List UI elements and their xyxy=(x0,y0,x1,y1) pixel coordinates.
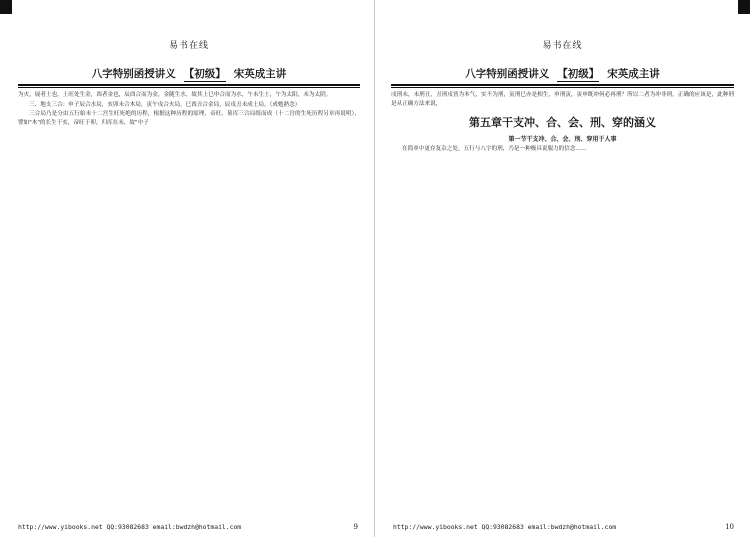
chapter-title: 第五章干支冲、合、会、刑、穿的涵义 xyxy=(469,116,656,129)
page-number: 9 xyxy=(353,523,358,531)
header-level: 【初级】 xyxy=(557,68,600,80)
site-tag: 易书在线 xyxy=(168,41,209,51)
page-header xyxy=(391,65,734,86)
scan-edge-mark xyxy=(738,0,750,14)
header-author: 宋英成主讲 xyxy=(607,68,660,80)
page-header xyxy=(18,65,360,86)
paragraph: 三、地支三合：申子辰合水局，亥卯未合木局，寅午戌合火局，巳酉丑合金局，辰戌丑未成土局。（成勉熟念） xyxy=(29,101,301,108)
paragraph: 在简单中更存复杂之处，五行与八字的刑，乃是一种极具说服力的信念…… xyxy=(402,146,587,152)
header-rule xyxy=(18,87,360,88)
section-title: 第一节干支冲、合、会、刑、穿用于人事 xyxy=(508,136,617,143)
scan-edge-mark xyxy=(0,0,12,14)
header-author: 宋英成主讲 xyxy=(233,68,287,80)
body-text xyxy=(18,91,360,127)
paragraph: 戌刑未，未刑丑，丑刑戌皆为本气，实不为刑，寅刑巳亦是相生，申刑寅，寅申既冲何必再刑？所以二者为冲非刑，正确的应该是，此种刑是从正确方法来说， xyxy=(391,92,734,107)
paragraph: 三合局乃是分由五行始末十二宫生旺死绝的历程，根据这种历程的原理，帝旺、墓库三合局组而成（十二宫的生死历程另章再说明），譬如"木"的长生于亥，帝旺于卯，归库在未，故"中子 xyxy=(18,111,360,126)
footer-url: http://www.yibooks.net QQ:93082683 email:bwdzh@hotmail.com xyxy=(18,523,242,531)
body-text xyxy=(391,145,734,154)
header-title: 八字特别函授讲义 xyxy=(91,68,176,80)
paragraph: 为火，展者土也，土旺处生金，酉者金也，辰酉合而为金，金随生水，故其上巳申合而为水，午未生土，午为太阳，未为太阴。 xyxy=(18,92,332,98)
header-title: 八字特别函授讲义 xyxy=(465,68,550,80)
site-tag: 易书在线 xyxy=(542,41,583,51)
header-level: 【初级】 xyxy=(183,68,226,80)
header-rule xyxy=(391,87,734,88)
right-page xyxy=(375,0,750,537)
body-text xyxy=(391,91,734,108)
page-footer xyxy=(393,523,734,531)
page-number: 10 xyxy=(725,523,734,531)
footer-url: http://www.yibooks.net QQ:93082683 email:bwdzh@hotmail.com xyxy=(393,523,617,531)
page-footer xyxy=(18,523,358,531)
